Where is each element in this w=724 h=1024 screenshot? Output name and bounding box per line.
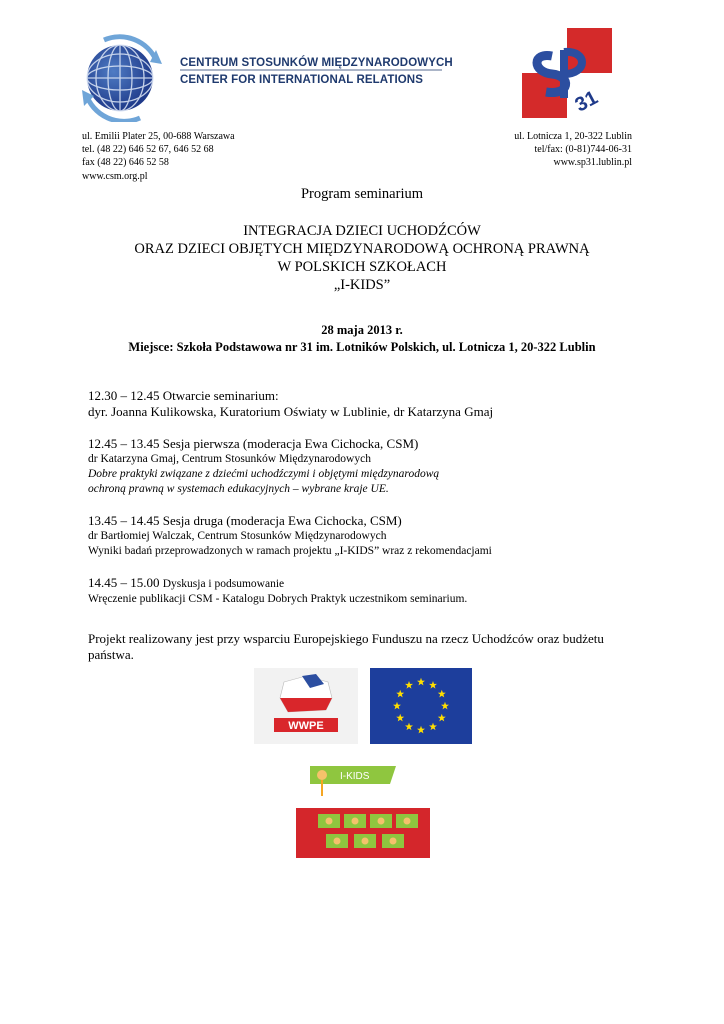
wwpe-logo	[254, 668, 358, 744]
agenda-title: Dyskusja i podsumowanie	[162, 578, 285, 590]
seminar-venue: Miejsce: Szkoła Podstawowa nr 31 im. Lotników Polskich, ul. Lotnicza 1, 20-322 Lublin	[128, 340, 596, 354]
agenda-speakers: dyr. Joanna Kulikowska, Kuratorium Oświaty w Lublinie, dr Katarzyna Gmaj	[88, 404, 494, 419]
title-line-2: ORAZ DZIECI OBJĘTYCH MIĘDZYNARODOWĄ OCHRONĄ PRAWNĄ	[134, 241, 590, 257]
agenda-item	[88, 388, 648, 420]
sp31-address	[514, 130, 632, 170]
csm-phone: tel. (48 22) 646 52 67, 646 52 68	[82, 144, 214, 156]
agenda-time: 14.45 – 15.00	[88, 575, 160, 590]
seminar-title	[0, 222, 724, 294]
wwpe-logo-text: WWPE	[288, 720, 324, 732]
title-line-1: INTEGRACJA DZIECI UCHODŹCÓW	[243, 223, 481, 239]
i-kids-logo-text: I-KIDS	[340, 771, 370, 782]
seminar-date: 28 maja 2013 r.	[321, 323, 403, 337]
csm-name-pl: CENTRUM STOSUNKÓW MIĘDZYNARODOWYCH	[180, 57, 453, 69]
i-kids-logo	[296, 758, 430, 858]
agenda-speaker: dr Bartłomiej Walczak, Centrum Stosunków Międzynarodowych	[88, 530, 387, 542]
agenda	[88, 388, 648, 623]
title-line-4: „I-KIDS”	[333, 277, 391, 293]
csm-name-en: CENTER FOR INTERNATIONAL RELATIONS	[180, 74, 423, 86]
csm-street: ul. Emilii Plater 25, 00-688 Warszawa	[82, 131, 235, 142]
agenda-item	[88, 436, 648, 497]
agenda-time-title	[88, 575, 648, 592]
date-venue	[0, 322, 724, 356]
csm-website[interactable]: www.csm.org.pl	[82, 170, 148, 182]
eu-flag	[370, 668, 472, 744]
agenda-time-title: 13.45 – 14.45 Sesja druga (moderacja Ewa Cichocka, CSM)	[88, 513, 402, 528]
csm-name	[180, 55, 453, 89]
csm-fax: fax (48 22) 646 52 58	[82, 157, 169, 169]
agenda-item	[88, 513, 648, 559]
title-line-3: W POLSKICH SZKOŁACH	[277, 259, 447, 275]
agenda-item	[88, 575, 648, 607]
sp31-school-logo	[522, 28, 612, 118]
funding-note: Projekt realizowany jest przy wsparciu Europejskiego Funduszu na rzecz Uchodźców oraz budżetu państwa.	[88, 631, 604, 662]
agenda-time-title: 12.45 – 13.45 Sesja pierwsza (moderacja Ewa Cichocka, CSM)	[88, 436, 419, 451]
agenda-note: Wręczenie publikacji CSM - Katalogu Dobrych Praktyk uczestnikom seminarium.	[88, 593, 468, 605]
agenda-topic: Dobre praktyki związane z dziećmi uchodźczymi i objętymi międzynarodową ochroną prawną w systemach edukacyjnych – wybrane kraje UE.	[88, 468, 440, 495]
sp31-website[interactable]: www.sp31.lublin.pl	[553, 157, 632, 169]
sp31-street: ul. Lotnicza 1, 20-322 Lublin	[514, 131, 632, 142]
agenda-speaker: dr Katarzyna Gmaj, Centrum Stosunków Międzynarodowych	[88, 453, 371, 465]
csm-address	[82, 130, 235, 183]
sp31-phone: tel/fax: (0-81)744-06-31	[534, 144, 632, 156]
svg-text:31: 31	[571, 86, 602, 117]
program-label: Program seminarium	[300, 186, 424, 202]
agenda-time-title: 12.30 – 12.45 Otwarcie seminarium:	[88, 388, 279, 403]
agenda-topic: Wyniki badań przeprowadzonych w ramach projektu „I-KIDS” wraz z rekomendacjami	[88, 545, 492, 557]
